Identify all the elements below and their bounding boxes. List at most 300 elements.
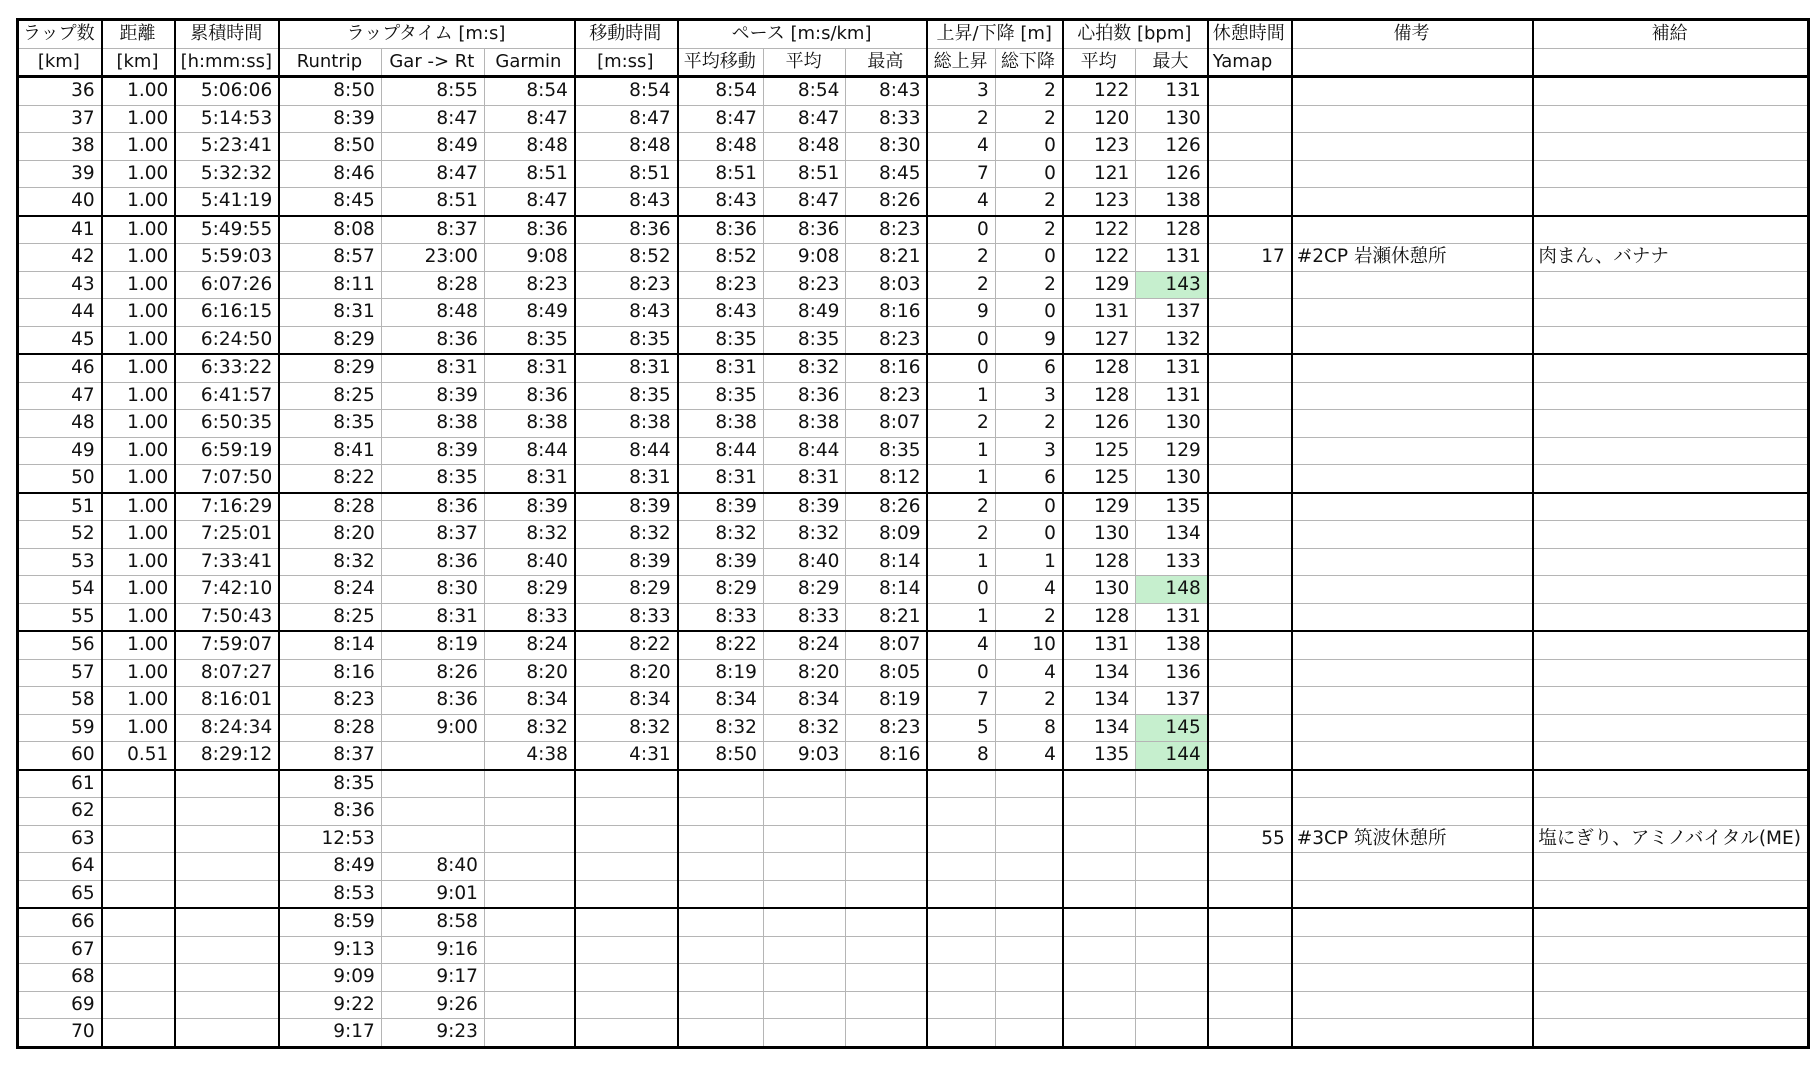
cell-remarks: [1292, 133, 1534, 161]
cell-ascent: 2: [927, 410, 995, 438]
cell-pace-avg: 8:40: [763, 548, 845, 576]
cell-hr-avg: 125: [1063, 465, 1136, 493]
cell-descent: 4: [995, 742, 1063, 770]
cell-laptime-garmin: 8:39: [484, 493, 574, 521]
cell-ascent: [927, 964, 995, 992]
cell-laptime-gar-rt: [381, 798, 484, 826]
cell-laptime-runtrip: 8:28: [279, 714, 381, 742]
cell-laptime-runtrip: 8:24: [279, 576, 381, 604]
cell-hr-max: 144: [1136, 742, 1208, 770]
cell-pace-avg: [763, 908, 845, 936]
cell-supply: [1533, 160, 1808, 188]
header-moving-time: 移動時間: [575, 20, 678, 49]
cell-laptime-garmin: [484, 770, 574, 798]
cell-hr-avg: 129: [1063, 493, 1136, 521]
cell-hr-avg: 122: [1063, 244, 1136, 272]
cell-laptime-runtrip: 8:41: [279, 437, 381, 465]
cell-pace-avg: 8:34: [763, 687, 845, 715]
cell-pace-avg-moving: [678, 770, 764, 798]
cell-laptime-runtrip: 8:35: [279, 770, 381, 798]
cell-distance: [102, 1019, 176, 1048]
cell-laptime-gar-rt: 8:47: [381, 160, 484, 188]
cell-hr-avg: 131: [1063, 631, 1136, 659]
cell-distance: 1.00: [102, 521, 176, 549]
cell-ascent: 2: [927, 493, 995, 521]
cell-lap: 60: [18, 742, 102, 770]
cell-laptime-gar-rt: 8:51: [381, 188, 484, 216]
cell-pace-avg: 8:32: [763, 714, 845, 742]
cell-rest-time: [1208, 742, 1292, 770]
cell-pace-avg: 8:32: [763, 521, 845, 549]
cell-pace-max: 8:09: [846, 521, 928, 549]
cell-moving-time: 8:43: [575, 188, 678, 216]
cell-laptime-gar-rt: 23:00: [381, 244, 484, 272]
cell-rest-time: [1208, 326, 1292, 354]
cell-pace-avg-moving: [678, 936, 764, 964]
cell-pace-avg-moving: 8:39: [678, 493, 764, 521]
cell-lap: 43: [18, 271, 102, 299]
table-row: [18, 770, 1809, 798]
cell-distance: 1.00: [102, 465, 176, 493]
cell-distance: [102, 991, 176, 1019]
cell-laptime-runtrip: 8:49: [279, 853, 381, 881]
cell-lap: 49: [18, 437, 102, 465]
table-row: [18, 160, 1809, 188]
cell-rest-time: [1208, 382, 1292, 410]
subheader-pace-avg: 平均: [763, 48, 845, 77]
cell-hr-max: [1136, 880, 1208, 908]
cell-descent: [995, 936, 1063, 964]
cell-distance: [102, 770, 176, 798]
cell-ascent: 8: [927, 742, 995, 770]
cell-pace-avg-moving: 8:48: [678, 133, 764, 161]
cell-pace-avg-moving: 8:19: [678, 659, 764, 687]
cell-supply: [1533, 603, 1808, 631]
cell-cumulative-time: 7:07:50: [175, 465, 279, 493]
cell-ascent: 0: [927, 216, 995, 244]
cell-laptime-gar-rt: 8:26: [381, 659, 484, 687]
cell-laptime-garmin: [484, 798, 574, 826]
cell-hr-max: [1136, 908, 1208, 936]
cell-distance: 1.00: [102, 354, 176, 382]
cell-pace-avg: 8:38: [763, 410, 845, 438]
cell-hr-avg: [1063, 825, 1136, 853]
cell-laptime-garmin: 8:40: [484, 548, 574, 576]
cell-lap: 66: [18, 908, 102, 936]
cell-pace-avg: 8:35: [763, 326, 845, 354]
cell-remarks: [1292, 798, 1534, 826]
header-rest-time: 休憩時間: [1208, 20, 1292, 49]
cell-laptime-runtrip: 8:16: [279, 659, 381, 687]
cell-laptime-runtrip: 9:13: [279, 936, 381, 964]
cell-ascent: 1: [927, 465, 995, 493]
cell-descent: 0: [995, 160, 1063, 188]
cell-laptime-runtrip: 8:29: [279, 354, 381, 382]
cell-pace-avg: [763, 936, 845, 964]
cell-laptime-runtrip: 8:59: [279, 908, 381, 936]
cell-remarks: [1292, 603, 1534, 631]
cell-pace-avg-moving: 8:31: [678, 465, 764, 493]
cell-hr-max: 134: [1136, 521, 1208, 549]
cell-cumulative-time: 7:25:01: [175, 521, 279, 549]
table-row: [18, 133, 1809, 161]
cell-laptime-garmin: 8:34: [484, 687, 574, 715]
table-row: [18, 659, 1809, 687]
cell-distance: 1.00: [102, 493, 176, 521]
cell-ascent: 0: [927, 576, 995, 604]
table-row: [18, 853, 1809, 881]
cell-hr-max: 131: [1136, 77, 1208, 106]
cell-supply: [1533, 936, 1808, 964]
table-row: [18, 548, 1809, 576]
cell-supply: [1533, 354, 1808, 382]
cell-distance: 1.00: [102, 631, 176, 659]
cell-rest-time: [1208, 216, 1292, 244]
cell-cumulative-time: 7:50:43: [175, 603, 279, 631]
cell-descent: 2: [995, 687, 1063, 715]
cell-moving-time: 8:38: [575, 410, 678, 438]
header-ascent: 上昇/下降 [m]: [927, 20, 1062, 49]
cell-rest-time: [1208, 521, 1292, 549]
cell-supply: [1533, 770, 1808, 798]
cell-hr-avg: 128: [1063, 603, 1136, 631]
cell-descent: 0: [995, 299, 1063, 327]
cell-hr-max: 138: [1136, 631, 1208, 659]
cell-lap: 47: [18, 382, 102, 410]
cell-descent: 0: [995, 244, 1063, 272]
cell-laptime-runtrip: 8:57: [279, 244, 381, 272]
cell-distance: 1.00: [102, 687, 176, 715]
cell-laptime-garmin: [484, 991, 574, 1019]
cell-remarks: [1292, 188, 1534, 216]
cell-ascent: 4: [927, 188, 995, 216]
cell-pace-max: 8:05: [846, 659, 928, 687]
cell-distance: 1.00: [102, 216, 176, 244]
cell-ascent: [927, 936, 995, 964]
cell-remarks: [1292, 77, 1534, 106]
cell-pace-avg-moving: 8:33: [678, 603, 764, 631]
cell-ascent: 0: [927, 659, 995, 687]
cell-rest-time: [1208, 1019, 1292, 1048]
cell-rest-time: [1208, 465, 1292, 493]
cell-laptime-gar-rt: 8:49: [381, 133, 484, 161]
cell-rest-time: [1208, 133, 1292, 161]
cell-pace-max: 8:16: [846, 299, 928, 327]
cell-cumulative-time: 8:16:01: [175, 687, 279, 715]
cell-rest-time: [1208, 299, 1292, 327]
cell-pace-max: 8:45: [846, 160, 928, 188]
cell-pace-avg-moving: [678, 798, 764, 826]
cell-laptime-garmin: 8:31: [484, 465, 574, 493]
cell-pace-max: 8:43: [846, 77, 928, 106]
cell-moving-time: [575, 770, 678, 798]
cell-pace-avg-moving: [678, 908, 764, 936]
cell-pace-avg-moving: 8:35: [678, 382, 764, 410]
subheader-laptime-garmin: Garmin: [484, 48, 574, 77]
cell-supply: [1533, 991, 1808, 1019]
cell-hr-max: 133: [1136, 548, 1208, 576]
cell-hr-max: [1136, 1019, 1208, 1048]
cell-moving-time: 8:51: [575, 160, 678, 188]
cell-supply: [1533, 880, 1808, 908]
cell-pace-avg: 9:03: [763, 742, 845, 770]
cell-hr-avg: 131: [1063, 299, 1136, 327]
cell-laptime-runtrip: 8:11: [279, 271, 381, 299]
cell-hr-avg: 125: [1063, 437, 1136, 465]
header-laptime-runtrip: ラップタイム [m:s]: [279, 20, 575, 49]
cell-hr-avg: 135: [1063, 742, 1136, 770]
cell-pace-avg: [763, 798, 845, 826]
table-header: [18, 20, 1809, 77]
cell-remarks: [1292, 880, 1534, 908]
cell-lap: 65: [18, 880, 102, 908]
cell-pace-avg: 8:39: [763, 493, 845, 521]
subheader-supply: [1533, 48, 1808, 77]
cell-supply: [1533, 437, 1808, 465]
cell-descent: 2: [995, 105, 1063, 133]
cell-remarks: #2CP 岩瀬休憩所: [1292, 244, 1534, 272]
cell-pace-avg-moving: 8:23: [678, 271, 764, 299]
cell-pace-avg-moving: [678, 880, 764, 908]
header-supply: 補給: [1533, 20, 1808, 49]
cell-laptime-garmin: 8:51: [484, 160, 574, 188]
cell-ascent: 3: [927, 77, 995, 106]
table-row: [18, 825, 1809, 853]
cell-ascent: 1: [927, 548, 995, 576]
cell-supply: 肉まん、バナナ: [1533, 244, 1808, 272]
cell-rest-time: [1208, 991, 1292, 1019]
cell-remarks: [1292, 770, 1534, 798]
cell-cumulative-time: [175, 770, 279, 798]
cell-pace-avg-moving: 8:43: [678, 188, 764, 216]
cell-remarks: [1292, 521, 1534, 549]
cell-rest-time: [1208, 631, 1292, 659]
cell-pace-max: 8:07: [846, 410, 928, 438]
cell-laptime-gar-rt: 8:31: [381, 354, 484, 382]
cell-pace-max: 8:35: [846, 437, 928, 465]
table-row: [18, 216, 1809, 244]
table-row: [18, 631, 1809, 659]
cell-cumulative-time: 6:16:15: [175, 299, 279, 327]
cell-pace-avg: 8:32: [763, 354, 845, 382]
cell-descent: 3: [995, 437, 1063, 465]
cell-pace-avg: 8:51: [763, 160, 845, 188]
subheader-pace-max: 最高: [846, 48, 928, 77]
cell-supply: [1533, 188, 1808, 216]
cell-laptime-gar-rt: 9:23: [381, 1019, 484, 1048]
cell-cumulative-time: [175, 853, 279, 881]
cell-descent: [995, 880, 1063, 908]
table-row: [18, 576, 1809, 604]
cell-moving-time: [575, 991, 678, 1019]
cell-laptime-garmin: 8:44: [484, 437, 574, 465]
cell-laptime-garmin: 8:48: [484, 133, 574, 161]
cell-hr-avg: 134: [1063, 687, 1136, 715]
cell-hr-max: 126: [1136, 133, 1208, 161]
cell-laptime-runtrip: 9:22: [279, 991, 381, 1019]
cell-remarks: [1292, 714, 1534, 742]
cell-cumulative-time: 8:24:34: [175, 714, 279, 742]
cell-cumulative-time: [175, 825, 279, 853]
cell-pace-avg: [763, 1019, 845, 1048]
cell-laptime-gar-rt: 8:28: [381, 271, 484, 299]
cell-hr-max: [1136, 936, 1208, 964]
cell-moving-time: 8:35: [575, 382, 678, 410]
subheader-laptime-runtrip: Runtrip: [279, 48, 381, 77]
cell-supply: [1533, 299, 1808, 327]
cell-lap: 59: [18, 714, 102, 742]
cell-moving-time: [575, 936, 678, 964]
cell-laptime-gar-rt: 9:16: [381, 936, 484, 964]
cell-lap: 61: [18, 770, 102, 798]
cell-moving-time: 8:35: [575, 326, 678, 354]
cell-lap: 69: [18, 991, 102, 1019]
cell-descent: 6: [995, 465, 1063, 493]
cell-descent: 3: [995, 382, 1063, 410]
cell-laptime-gar-rt: 8:31: [381, 603, 484, 631]
cell-lap: 70: [18, 1019, 102, 1048]
cell-lap: 42: [18, 244, 102, 272]
cell-lap: 56: [18, 631, 102, 659]
cell-cumulative-time: 6:33:22: [175, 354, 279, 382]
cell-pace-avg-moving: 8:44: [678, 437, 764, 465]
header-row-units: [18, 48, 1809, 77]
cell-hr-max: [1136, 825, 1208, 853]
cell-distance: 1.00: [102, 548, 176, 576]
cell-supply: [1533, 465, 1808, 493]
cell-pace-avg-moving: 8:36: [678, 216, 764, 244]
subheader-lap: [km]: [18, 48, 102, 77]
cell-moving-time: 8:34: [575, 687, 678, 715]
cell-descent: [995, 825, 1063, 853]
cell-hr-max: 143: [1136, 271, 1208, 299]
cell-hr-max: 129: [1136, 437, 1208, 465]
cell-lap: 57: [18, 659, 102, 687]
cell-remarks: [1292, 271, 1534, 299]
cell-remarks: [1292, 465, 1534, 493]
table-row: [18, 493, 1809, 521]
cell-ascent: 1: [927, 603, 995, 631]
cell-moving-time: 8:48: [575, 133, 678, 161]
cell-laptime-gar-rt: 8:48: [381, 299, 484, 327]
cell-distance: [102, 936, 176, 964]
cell-laptime-runtrip: 8:50: [279, 77, 381, 106]
cell-hr-max: 130: [1136, 105, 1208, 133]
cell-supply: [1533, 687, 1808, 715]
cell-cumulative-time: 5:41:19: [175, 188, 279, 216]
cell-supply: [1533, 964, 1808, 992]
cell-supply: [1533, 326, 1808, 354]
cell-lap: 46: [18, 354, 102, 382]
cell-hr-max: [1136, 770, 1208, 798]
cell-pace-max: [846, 853, 928, 881]
cell-rest-time: [1208, 659, 1292, 687]
cell-supply: [1533, 521, 1808, 549]
cell-ascent: [927, 770, 995, 798]
subheader-moving-time: [m:ss]: [575, 48, 678, 77]
cell-supply: [1533, 1019, 1808, 1048]
table-row: [18, 964, 1809, 992]
cell-hr-max: [1136, 991, 1208, 1019]
cell-pace-avg-moving: [678, 991, 764, 1019]
cell-hr-max: 137: [1136, 687, 1208, 715]
cell-moving-time: 8:36: [575, 216, 678, 244]
cell-hr-max: 131: [1136, 354, 1208, 382]
cell-laptime-runtrip: 8:50: [279, 133, 381, 161]
table-row: [18, 603, 1809, 631]
cell-remarks: [1292, 382, 1534, 410]
cell-ascent: [927, 880, 995, 908]
cell-laptime-runtrip: 8:32: [279, 548, 381, 576]
cell-laptime-garmin: 8:29: [484, 576, 574, 604]
cell-hr-max: [1136, 853, 1208, 881]
cell-laptime-garmin: 8:47: [484, 105, 574, 133]
cell-laptime-garmin: 8:38: [484, 410, 574, 438]
cell-pace-avg: [763, 853, 845, 881]
cell-rest-time: [1208, 576, 1292, 604]
cell-distance: [102, 964, 176, 992]
cell-pace-avg-moving: 8:47: [678, 105, 764, 133]
cell-hr-max: 145: [1136, 714, 1208, 742]
cell-descent: 2: [995, 603, 1063, 631]
cell-cumulative-time: 8:29:12: [175, 742, 279, 770]
cell-remarks: [1292, 908, 1534, 936]
cell-cumulative-time: 5:23:41: [175, 133, 279, 161]
cell-laptime-garmin: 8:47: [484, 188, 574, 216]
cell-pace-avg-moving: 8:29: [678, 576, 764, 604]
cell-descent: 8: [995, 714, 1063, 742]
cell-supply: [1533, 133, 1808, 161]
table-row: [18, 354, 1809, 382]
cell-rest-time: 17: [1208, 244, 1292, 272]
cell-pace-avg: 8:29: [763, 576, 845, 604]
cell-distance: 1.00: [102, 410, 176, 438]
cell-pace-max: 8:30: [846, 133, 928, 161]
subheader-laptime-gar-rt: Gar -> Rt: [381, 48, 484, 77]
cell-rest-time: [1208, 770, 1292, 798]
cell-moving-time: 8:20: [575, 659, 678, 687]
cell-hr-avg: [1063, 1019, 1136, 1048]
cell-pace-avg: [763, 825, 845, 853]
cell-hr-avg: 120: [1063, 105, 1136, 133]
header-row-group-labels: [18, 20, 1809, 49]
cell-distance: [102, 798, 176, 826]
cell-hr-avg: [1063, 853, 1136, 881]
cell-cumulative-time: 5:14:53: [175, 105, 279, 133]
cell-moving-time: 4:31: [575, 742, 678, 770]
cell-remarks: [1292, 410, 1534, 438]
cell-pace-max: [846, 908, 928, 936]
cell-descent: 6: [995, 354, 1063, 382]
cell-lap: 37: [18, 105, 102, 133]
cell-cumulative-time: 7:42:10: [175, 576, 279, 604]
cell-laptime-garmin: 8:31: [484, 354, 574, 382]
table-row: [18, 437, 1809, 465]
cell-distance: 1.00: [102, 160, 176, 188]
cell-hr-max: [1136, 964, 1208, 992]
cell-lap: 52: [18, 521, 102, 549]
cell-laptime-runtrip: 8:31: [279, 299, 381, 327]
cell-moving-time: 8:47: [575, 105, 678, 133]
cell-pace-avg: 8:49: [763, 299, 845, 327]
cell-laptime-gar-rt: 8:36: [381, 687, 484, 715]
cell-laptime-gar-rt: 8:36: [381, 326, 484, 354]
cell-laptime-garmin: 8:49: [484, 299, 574, 327]
cell-hr-avg: 128: [1063, 382, 1136, 410]
table-row: [18, 742, 1809, 770]
cell-lap: 41: [18, 216, 102, 244]
cell-remarks: [1292, 576, 1534, 604]
